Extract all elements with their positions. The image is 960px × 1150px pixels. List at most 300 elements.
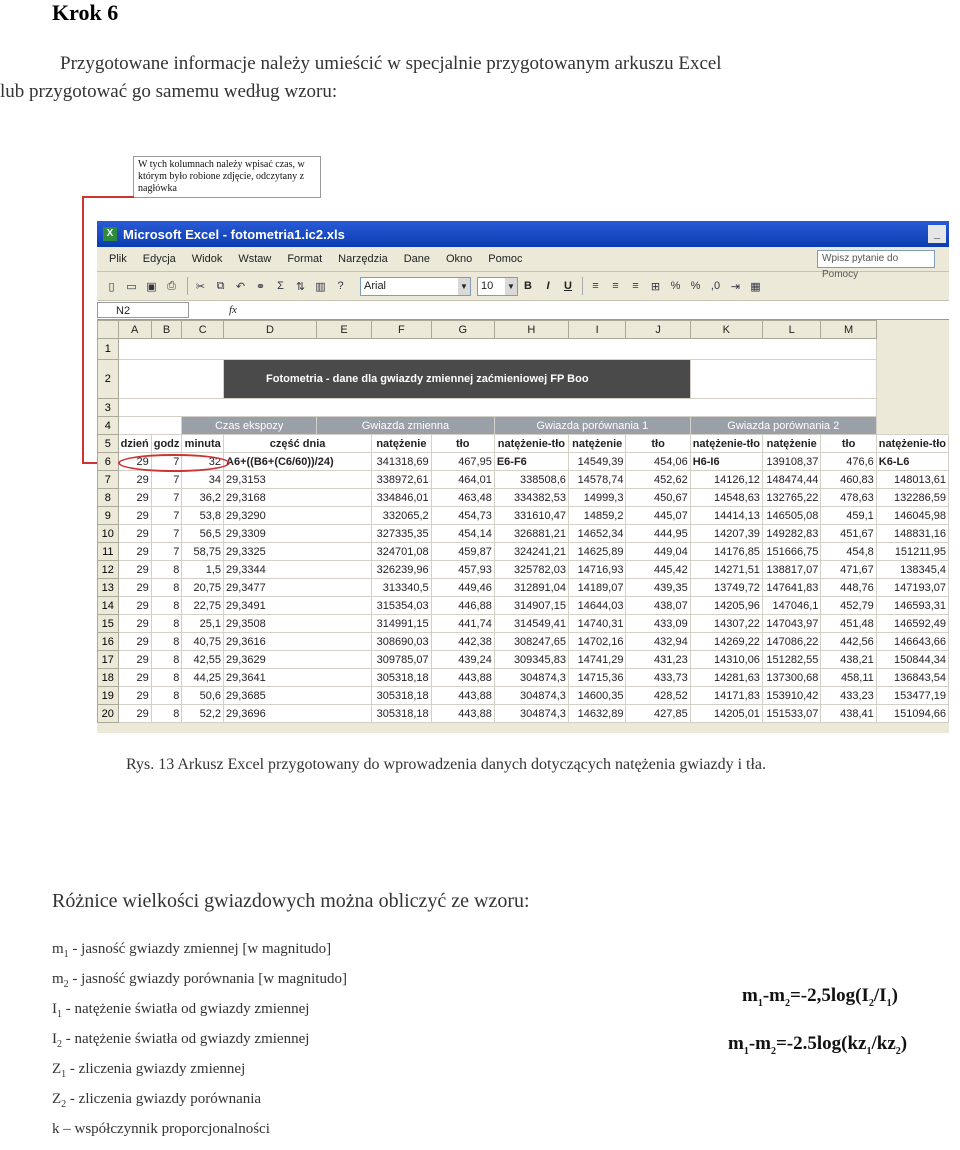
menu-dane[interactable]: Dane <box>403 253 430 265</box>
table-cell[interactable]: 29 <box>118 633 151 651</box>
col-header-i[interactable]: I <box>568 321 626 339</box>
definition-text: - jasność gwiazdy porównania [w magnitudo] <box>68 971 347 987</box>
row-header[interactable]: 11 <box>98 543 119 561</box>
row-header[interactable]: 9 <box>98 507 119 525</box>
row-header[interactable]: 18 <box>98 669 119 687</box>
table-cell[interactable]: 8 <box>151 705 182 723</box>
table-cell[interactable]: 29 <box>118 687 151 705</box>
table-cell[interactable]: 454,14 <box>431 525 494 543</box>
table-cell[interactable]: 153910,42 <box>762 687 820 705</box>
table-cell[interactable]: 20,75 <box>182 579 224 597</box>
undo-icon[interactable]: ↶ <box>235 280 246 293</box>
row-header[interactable]: 3 <box>98 399 119 417</box>
table-cell[interactable]: 132286,59 <box>876 489 948 507</box>
table-cell[interactable]: 138345,4 <box>876 561 948 579</box>
definition-symbol: k <box>52 1121 60 1137</box>
group-header-por1[interactable]: Gwiazda porównania 1 <box>494 417 690 435</box>
align-center-icon[interactable]: ≡ <box>612 280 619 292</box>
bold-button[interactable]: B <box>524 280 532 292</box>
column-label-cell[interactable]: natężenie <box>568 435 626 453</box>
table-cell[interactable]: 438,41 <box>821 705 876 723</box>
table-cell[interactable]: 150844,34 <box>876 651 948 669</box>
menu-pomoc[interactable]: Pomoc <box>488 253 523 265</box>
percent-icon[interactable]: % <box>690 280 701 292</box>
table-cell[interactable]: 8 <box>151 651 182 669</box>
table-cell[interactable]: 29 <box>118 489 151 507</box>
table-cell[interactable]: 147043,97 <box>762 615 820 633</box>
table-cell[interactable]: 448,76 <box>821 579 876 597</box>
table-cell[interactable]: 341318,69 <box>372 453 431 471</box>
table-cell[interactable]: 50,6 <box>182 687 224 705</box>
table-cell[interactable]: 443,88 <box>431 705 494 723</box>
table-cell[interactable]: 14126,12 <box>690 471 762 489</box>
table-cell[interactable]: 305318,18 <box>372 669 431 687</box>
table-cell[interactable]: 58,75 <box>182 543 224 561</box>
table-cell[interactable]: 34 <box>182 471 224 489</box>
table-cell[interactable]: 445,07 <box>626 507 690 525</box>
table-cell[interactable]: 326239,96 <box>372 561 431 579</box>
column-label-cell[interactable]: minuta <box>182 435 224 453</box>
table-cell[interactable]: 464,01 <box>431 471 494 489</box>
table-cell[interactable]: 137300,68 <box>762 669 820 687</box>
table-cell[interactable]: 314991,15 <box>372 615 431 633</box>
table-cell[interactable]: 7 <box>151 489 182 507</box>
table-cell[interactable]: 32 <box>182 453 224 471</box>
table-cell[interactable]: 14281,63 <box>690 669 762 687</box>
table-cell[interactable]: 14176,85 <box>690 543 762 561</box>
table-cell[interactable]: 139108,37 <box>762 453 820 471</box>
table-cell[interactable]: 445,42 <box>626 561 690 579</box>
table-cell[interactable]: 7 <box>151 543 182 561</box>
col-header-f[interactable]: F <box>372 321 431 339</box>
table-cell[interactable]: 325782,03 <box>494 561 568 579</box>
table-cell[interactable]: 304874,3 <box>494 669 568 687</box>
table-cell[interactable]: 8 <box>151 687 182 705</box>
table-cell[interactable]: 14549,39 <box>568 453 626 471</box>
row-header[interactable]: 15 <box>98 615 119 633</box>
col-header-d[interactable]: D <box>224 321 317 339</box>
table-cell[interactable]: 14859,2 <box>568 507 626 525</box>
chart-icon[interactable]: ▥ <box>315 280 326 293</box>
table-cell[interactable]: 459,87 <box>431 543 494 561</box>
table-cell[interactable]: 459,1 <box>821 507 876 525</box>
table-cell[interactable]: 444,95 <box>626 525 690 543</box>
table-cell[interactable]: 454,8 <box>821 543 876 561</box>
table-cell[interactable]: 14271,51 <box>690 561 762 579</box>
table-cell[interactable]: 454,06 <box>626 453 690 471</box>
font-name-select[interactable] <box>360 277 471 296</box>
grid-cells-empty[interactable] <box>118 360 223 399</box>
col-header-j[interactable]: J <box>626 321 690 339</box>
table-cell[interactable]: 29 <box>118 471 151 489</box>
table-cell[interactable]: 147641,83 <box>762 579 820 597</box>
autosum-icon[interactable]: Σ <box>277 280 284 292</box>
table-cell[interactable]: 334382,53 <box>494 489 568 507</box>
row-header[interactable]: 4 <box>98 417 119 435</box>
table-cell[interactable]: 29 <box>118 579 151 597</box>
name-box[interactable]: N2 <box>97 302 189 318</box>
table-cell[interactable]: 439,24 <box>431 651 494 669</box>
table-cell[interactable]: 8 <box>151 633 182 651</box>
table-cell[interactable]: 314549,41 <box>494 615 568 633</box>
table-cell[interactable]: 476,6 <box>821 453 876 471</box>
column-label-cell[interactable]: część dnia <box>224 435 372 453</box>
table-cell[interactable]: 56,5 <box>182 525 224 543</box>
column-label-cell[interactable]: natężenie-tło <box>876 435 948 453</box>
table-cell[interactable]: 312891,04 <box>494 579 568 597</box>
table-cell[interactable]: 29,3290 <box>224 507 372 525</box>
table-cell[interactable]: 29,3696 <box>224 705 372 723</box>
table-cell[interactable]: 1,5 <box>182 561 224 579</box>
table-cell[interactable]: 308690,03 <box>372 633 431 651</box>
table-cell[interactable]: 29,3685 <box>224 687 372 705</box>
table-cell[interactable]: 151094,66 <box>876 705 948 723</box>
table-cell[interactable]: 136843,54 <box>876 669 948 687</box>
table-cell[interactable]: E6-F6 <box>494 453 568 471</box>
menu-format[interactable]: Format <box>287 253 323 265</box>
table-cell[interactable]: 146505,08 <box>762 507 820 525</box>
table-cell[interactable]: 334846,01 <box>372 489 431 507</box>
table-cell[interactable]: 14740,31 <box>568 615 626 633</box>
table-cell[interactable]: 29 <box>118 669 151 687</box>
column-label-cell[interactable]: tło <box>431 435 494 453</box>
align-left-icon[interactable]: ≡ <box>592 280 599 292</box>
table-cell[interactable]: 22,75 <box>182 597 224 615</box>
row-header[interactable]: 14 <box>98 597 119 615</box>
table-cell[interactable]: 40,75 <box>182 633 224 651</box>
table-cell[interactable]: 29,3491 <box>224 597 372 615</box>
table-cell[interactable]: 29,3477 <box>224 579 372 597</box>
row-header[interactable]: 17 <box>98 651 119 669</box>
table-cell[interactable]: 442,38 <box>431 633 494 651</box>
table-cell[interactable]: 14600,35 <box>568 687 626 705</box>
table-cell[interactable]: 309345,83 <box>494 651 568 669</box>
table-cell[interactable]: 14414,13 <box>690 507 762 525</box>
table-cell[interactable]: 308247,65 <box>494 633 568 651</box>
table-cell[interactable]: 7 <box>151 525 182 543</box>
table-cell[interactable]: 147046,1 <box>762 597 820 615</box>
table-cell[interactable]: 14702,16 <box>568 633 626 651</box>
row-header[interactable]: 2 <box>98 360 119 399</box>
table-cell[interactable]: 438,21 <box>821 651 876 669</box>
table-cell[interactable]: 146592,49 <box>876 615 948 633</box>
table-cell[interactable]: 451,67 <box>821 525 876 543</box>
table-cell[interactable]: 471,67 <box>821 561 876 579</box>
column-label-cell[interactable]: natężenie-tło <box>690 435 762 453</box>
column-label-cell[interactable]: tło <box>626 435 690 453</box>
table-cell[interactable]: 52,2 <box>182 705 224 723</box>
table-cell[interactable]: 452,62 <box>626 471 690 489</box>
table-cell[interactable]: 14171,83 <box>690 687 762 705</box>
minimize-button[interactable]: _ <box>928 225 946 243</box>
help-icon[interactable]: ? <box>337 280 344 292</box>
row-header[interactable]: 6 <box>98 453 119 471</box>
table-cell[interactable]: 29,3629 <box>224 651 372 669</box>
table-cell[interactable]: 147086,22 <box>762 633 820 651</box>
table-cell[interactable]: 305318,18 <box>372 687 431 705</box>
currency-icon[interactable]: % <box>670 280 681 292</box>
table-cell[interactable]: 14578,74 <box>568 471 626 489</box>
table-cell[interactable]: 153477,19 <box>876 687 948 705</box>
table-cell[interactable]: 14189,07 <box>568 579 626 597</box>
save-icon[interactable]: ▣ <box>146 280 157 293</box>
table-cell[interactable]: 7 <box>151 507 182 525</box>
table-cell[interactable]: 14644,03 <box>568 597 626 615</box>
table-cell[interactable]: 14548,63 <box>690 489 762 507</box>
table-cell[interactable]: 148474,44 <box>762 471 820 489</box>
table-cell[interactable]: 151533,07 <box>762 705 820 723</box>
table-cell[interactable]: 433,73 <box>626 669 690 687</box>
table-cell[interactable]: 14307,22 <box>690 615 762 633</box>
col-header-b[interactable]: B <box>151 321 182 339</box>
column-label-cell[interactable]: natężenie <box>372 435 431 453</box>
table-cell[interactable]: 14632,89 <box>568 705 626 723</box>
table-cell[interactable]: 29 <box>118 705 151 723</box>
col-header-c[interactable]: C <box>182 321 224 339</box>
decimal-icon[interactable]: ,0 <box>710 280 721 292</box>
grid-cells-empty[interactable] <box>690 360 876 399</box>
menu-okno[interactable]: Okno <box>446 253 473 265</box>
table-cell[interactable]: 138817,07 <box>762 561 820 579</box>
table-cell[interactable]: 14310,06 <box>690 651 762 669</box>
table-cell[interactable]: 314907,15 <box>494 597 568 615</box>
table-cell[interactable]: 14205,01 <box>690 705 762 723</box>
table-cell[interactable]: 29,3508 <box>224 615 372 633</box>
table-cell[interactable]: 8 <box>151 615 182 633</box>
table-cell[interactable]: 451,48 <box>821 615 876 633</box>
borders-icon[interactable]: ▦ <box>750 280 761 293</box>
table-cell[interactable]: 454,73 <box>431 507 494 525</box>
table-cell[interactable]: 148013,61 <box>876 471 948 489</box>
table-cell[interactable]: 8 <box>151 597 182 615</box>
select-all-corner[interactable] <box>98 321 119 339</box>
table-cell[interactable]: 29,3153 <box>224 471 372 489</box>
table-cell[interactable]: 439,35 <box>626 579 690 597</box>
table-cell[interactable]: 29 <box>118 543 151 561</box>
table-cell[interactable]: 29,3344 <box>224 561 372 579</box>
cut-icon[interactable]: ✂ <box>195 280 206 293</box>
row-header[interactable]: 13 <box>98 579 119 597</box>
table-cell[interactable]: K6-L6 <box>876 453 948 471</box>
table-cell[interactable]: 313340,5 <box>372 579 431 597</box>
indent-icon[interactable]: ⇥ <box>730 280 741 293</box>
table-cell[interactable]: 304874,3 <box>494 687 568 705</box>
print-icon[interactable]: ⎙ <box>167 279 176 292</box>
table-cell[interactable]: 14269,22 <box>690 633 762 651</box>
menu-widok[interactable]: Widok <box>191 253 223 265</box>
col-header-g[interactable]: G <box>431 321 494 339</box>
table-cell[interactable]: 449,04 <box>626 543 690 561</box>
hyperlink-icon[interactable]: ⚭ <box>255 280 266 293</box>
new-file-icon[interactable]: ▯ <box>108 280 115 293</box>
menu-wstaw[interactable]: Wstaw <box>238 253 272 265</box>
table-cell[interactable]: 146593,31 <box>876 597 948 615</box>
table-cell[interactable]: 151666,75 <box>762 543 820 561</box>
table-cell[interactable]: 324241,21 <box>494 543 568 561</box>
menu-plik[interactable]: Plik <box>109 253 127 265</box>
table-cell[interactable]: 148831,16 <box>876 525 948 543</box>
table-cell[interactable]: 432,94 <box>626 633 690 651</box>
table-cell[interactable]: 36,2 <box>182 489 224 507</box>
table-cell[interactable]: 147193,07 <box>876 579 948 597</box>
table-cell[interactable]: 443,88 <box>431 669 494 687</box>
table-cell[interactable]: 132765,22 <box>762 489 820 507</box>
sort-icon[interactable]: ⇅ <box>295 280 306 293</box>
table-cell[interactable]: 458,11 <box>821 669 876 687</box>
table-cell[interactable]: 29,3309 <box>224 525 372 543</box>
table-cell[interactable]: 29,3641 <box>224 669 372 687</box>
row-header[interactable]: 1 <box>98 339 119 360</box>
formula-bar <box>97 301 949 320</box>
table-cell[interactable]: 29 <box>118 507 151 525</box>
table-cell[interactable]: 29 <box>118 597 151 615</box>
table-cell[interactable]: 457,93 <box>431 561 494 579</box>
col-header-a[interactable]: A <box>118 321 151 339</box>
open-folder-icon[interactable]: ▭ <box>126 280 137 293</box>
table-cell[interactable]: 446,88 <box>431 597 494 615</box>
col-header-h[interactable]: H <box>494 321 568 339</box>
row-header[interactable]: 16 <box>98 633 119 651</box>
table-cell[interactable]: 151211,95 <box>876 543 948 561</box>
table-cell[interactable]: 324701,08 <box>372 543 431 561</box>
col-header-m[interactable]: M <box>821 321 876 339</box>
italic-button[interactable]: I <box>546 280 550 292</box>
table-cell[interactable]: 14716,93 <box>568 561 626 579</box>
table-cell[interactable]: 25,1 <box>182 615 224 633</box>
menu-edycja[interactable]: Edycja <box>142 253 176 265</box>
table-cell[interactable]: 14999,3 <box>568 489 626 507</box>
table-cell[interactable]: 309785,07 <box>372 651 431 669</box>
table-cell[interactable]: 467,95 <box>431 453 494 471</box>
group-header-czas[interactable]: Czas ekspozy <box>182 417 317 435</box>
table-cell[interactable]: 428,52 <box>626 687 690 705</box>
align-right-icon[interactable]: ≡ <box>632 280 639 292</box>
column-label-cell[interactable]: tło <box>821 435 876 453</box>
table-cell[interactable]: 14625,89 <box>568 543 626 561</box>
table-cell[interactable]: 7 <box>151 453 182 471</box>
font-size-select[interactable] <box>477 277 518 296</box>
table-cell[interactable]: 29 <box>118 453 151 471</box>
table-cell[interactable]: 338972,61 <box>372 471 431 489</box>
fx-icon[interactable]: fx <box>229 304 237 316</box>
table-cell[interactable]: 29,3616 <box>224 633 372 651</box>
chevron-down-icon[interactable]: ▼ <box>505 278 517 295</box>
table-cell[interactable]: 42,55 <box>182 651 224 669</box>
table-cell[interactable]: 327335,35 <box>372 525 431 543</box>
table-cell[interactable]: 433,09 <box>626 615 690 633</box>
formula-sub: 2 <box>784 997 790 1009</box>
row-header[interactable]: 5 <box>98 435 119 453</box>
column-label-cell[interactable]: natężenie <box>762 435 820 453</box>
table-cell[interactable]: 438,07 <box>626 597 690 615</box>
col-header-l[interactable]: L <box>762 321 820 339</box>
row-header[interactable]: 7 <box>98 471 119 489</box>
table-cell[interactable]: H6-I6 <box>690 453 762 471</box>
column-label-cell[interactable]: dzień <box>118 435 151 453</box>
table-cell[interactable]: 443,88 <box>431 687 494 705</box>
table-cell[interactable]: 338508,6 <box>494 471 568 489</box>
merge-icon[interactable]: ⊞ <box>650 280 661 293</box>
row-header[interactable]: 10 <box>98 525 119 543</box>
row-header[interactable]: 20 <box>98 705 119 723</box>
table-cell[interactable]: 13749,72 <box>690 579 762 597</box>
table-cell[interactable]: 326881,21 <box>494 525 568 543</box>
group-header-zmienna[interactable]: Gwiazda zmienna <box>316 417 494 435</box>
table-cell[interactable]: 14205,96 <box>690 597 762 615</box>
table-cell[interactable]: 8 <box>151 669 182 687</box>
table-cell[interactable]: 331610,47 <box>494 507 568 525</box>
table-cell[interactable]: 460,83 <box>821 471 876 489</box>
row-header[interactable]: 12 <box>98 561 119 579</box>
table-cell[interactable]: 8 <box>151 579 182 597</box>
table-cell[interactable]: A6+((B6+(C6/60))/24) <box>224 453 372 471</box>
formula-part: m <box>742 985 758 1006</box>
sheet-title-cell[interactable]: Fotometria - dane dla gwiazdy zmiennej zaćmieniowej FP Boo <box>224 360 691 399</box>
table-cell[interactable]: 305318,18 <box>372 705 431 723</box>
table-cell[interactable]: 146045,98 <box>876 507 948 525</box>
help-search-input[interactable]: Wpisz pytanie do Pomocy <box>817 250 935 268</box>
underline-button[interactable]: U <box>564 280 572 292</box>
table-cell[interactable]: 332065,2 <box>372 507 431 525</box>
table-cell[interactable]: 315354,03 <box>372 597 431 615</box>
table-cell[interactable]: 442,56 <box>821 633 876 651</box>
col-header-k[interactable]: K <box>690 321 762 339</box>
table-cell[interactable]: 29,3325 <box>224 543 372 561</box>
table-cell[interactable]: 29 <box>118 525 151 543</box>
table-cell[interactable]: 433,23 <box>821 687 876 705</box>
group-header-por2[interactable]: Gwiazda porównania 2 <box>690 417 876 435</box>
column-label-cell[interactable]: natężenie-tło <box>494 435 568 453</box>
menu-narzedzia[interactable]: Narzędzia <box>338 253 388 265</box>
column-label-cell[interactable]: godz <box>151 435 182 453</box>
table-cell[interactable]: 450,67 <box>626 489 690 507</box>
table-cell[interactable]: 452,79 <box>821 597 876 615</box>
table-cell[interactable]: 14741,29 <box>568 651 626 669</box>
grid-cells-empty[interactable] <box>118 417 182 435</box>
table-cell[interactable]: 29,3168 <box>224 489 372 507</box>
grid-cells-empty[interactable] <box>118 339 876 360</box>
table-cell[interactable]: 427,85 <box>626 705 690 723</box>
copy-icon[interactable]: ⧉ <box>216 279 225 292</box>
table-cell[interactable]: 29 <box>118 651 151 669</box>
toolbar-separator <box>187 277 188 295</box>
table-cell[interactable]: 449,46 <box>431 579 494 597</box>
table-cell[interactable]: 8 <box>151 561 182 579</box>
table-cell[interactable]: 478,63 <box>821 489 876 507</box>
chevron-down-icon[interactable]: ▼ <box>458 278 470 295</box>
table-cell[interactable]: 463,48 <box>431 489 494 507</box>
col-header-e[interactable]: E <box>316 321 371 339</box>
table-cell[interactable]: 29 <box>118 561 151 579</box>
table-cell[interactable]: 151282,55 <box>762 651 820 669</box>
table-cell[interactable]: 44,25 <box>182 669 224 687</box>
row-header[interactable]: 8 <box>98 489 119 507</box>
table-cell[interactable]: 14207,39 <box>690 525 762 543</box>
row-header[interactable]: 19 <box>98 687 119 705</box>
table-cell[interactable]: 7 <box>151 471 182 489</box>
table-cell[interactable]: 431,23 <box>626 651 690 669</box>
table-cell[interactable]: 149282,83 <box>762 525 820 543</box>
definition-subscript: 1 <box>57 1009 62 1020</box>
table-cell[interactable]: 53,8 <box>182 507 224 525</box>
table-cell[interactable]: 441,74 <box>431 615 494 633</box>
table-cell[interactable]: 14652,34 <box>568 525 626 543</box>
table-cell[interactable]: 14715,36 <box>568 669 626 687</box>
table-cell[interactable]: 29 <box>118 615 151 633</box>
table-cell[interactable]: 304874,3 <box>494 705 568 723</box>
table-cell[interactable]: 146643,66 <box>876 633 948 651</box>
grid-cells-empty[interactable] <box>118 399 876 417</box>
